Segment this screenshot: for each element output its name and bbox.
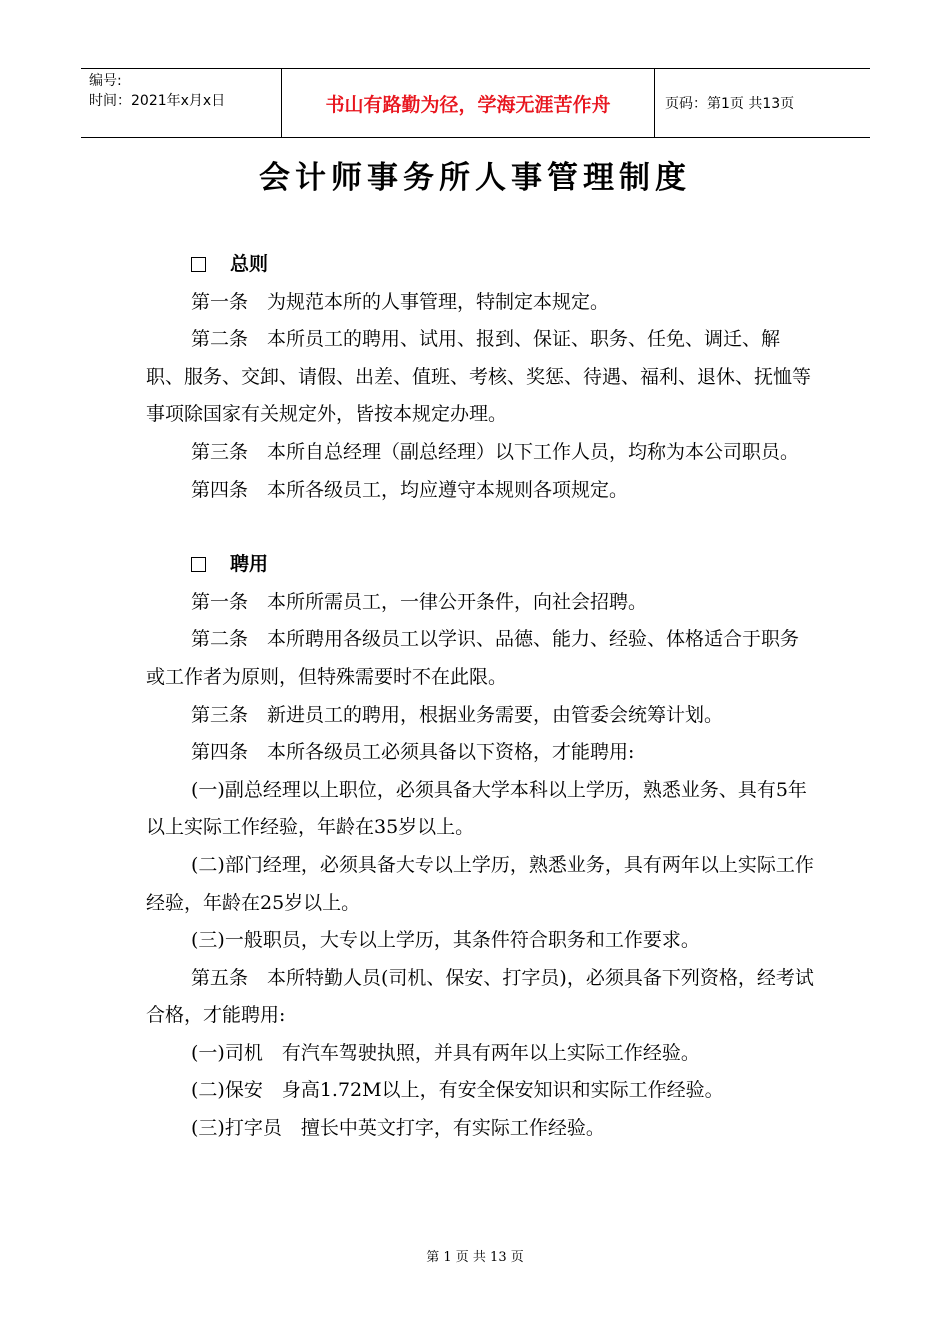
paragraph: 第二条 本所聘用各级员工以学识、品德、能力、经验、体格适合于职务或工作者为原则，但特殊需要时不在此限。	[146, 628, 800, 688]
paragraph: 第三条 本所自总经理（副总经理）以下工作人员，均称为本公司职员。	[191, 440, 800, 463]
time-label: 时间：2021年x月x日	[89, 93, 226, 109]
paragraph: 第三条 新进员工的聘用，根据业务需要，由管委会统筹计划。	[191, 703, 724, 726]
paragraph: (三)一般职员，大专以上学历，其条件符合职务和工作要求。	[191, 929, 700, 952]
paragraph: (二)保安 身高1.72M以上，有安全保安知识和实际工作经验。	[191, 1079, 724, 1102]
header-meta	[81, 69, 281, 137]
checkbox-icon	[191, 257, 206, 272]
header-table	[81, 68, 870, 138]
paragraph: 第一条 为规范本所的人事管理，特制定本规定。	[191, 290, 610, 313]
paragraph: (一)司机 有汽车驾驶执照，并具有两年以上实际工作经验。	[191, 1041, 700, 1064]
paragraph: 第四条 本所各级员工，均应遵守本规则各项规定。	[191, 478, 629, 501]
paragraph: 第一条 本所所需员工，一律公开条件，向社会招聘。	[191, 590, 648, 613]
paragraph: 第四条 本所各级员工必须具备以下资格，才能聘用:	[191, 741, 635, 764]
checkbox-icon	[191, 557, 206, 572]
header-motto: 书山有路勤为径，学海无涯苦作舟	[281, 69, 655, 137]
page-footer: 第 1 页 共 13 页	[426, 1250, 524, 1265]
paragraph: (二)部门经理，必须具备大专以上学历，熟悉业务，具有两年以上实际工作经验，年龄在25岁以上。	[146, 853, 814, 914]
paragraph: 第五条 本所特勤人员(司机、保安、打字员)，必须具备下列资格，经考试合格，才能聘用:	[146, 966, 814, 1027]
paragraph: 第二条 本所员工的聘用、试用、报到、保证、职务、任免、调迁、解职、服务、交卸、请假、出差、值班、考核、奖惩、待遇、福利、退休、抚恤等事项除国家有关规定外，皆按本规定办理。	[146, 328, 812, 426]
paragraph: (一)副总经理以上职位，必须具备大学本科以上学历，熟悉业务、具有5年以上实际工作经验，年龄在35岁以上。	[146, 778, 807, 839]
number-label: 编号:	[89, 73, 122, 89]
document-title: 会计师事务所人事管理制度	[259, 160, 691, 196]
paragraph: (三)打字员 擅长中英文打字，有实际工作经验。	[191, 1117, 605, 1140]
header-page-info: 页码：第1页 共13页	[665, 96, 795, 112]
section-gap	[146, 509, 816, 546]
section-heading-hiring	[146, 546, 816, 584]
section-title: 聘用	[230, 553, 269, 576]
section-title: 总则	[230, 253, 269, 275]
document-body	[146, 246, 816, 1148]
section-heading-general	[146, 246, 816, 284]
